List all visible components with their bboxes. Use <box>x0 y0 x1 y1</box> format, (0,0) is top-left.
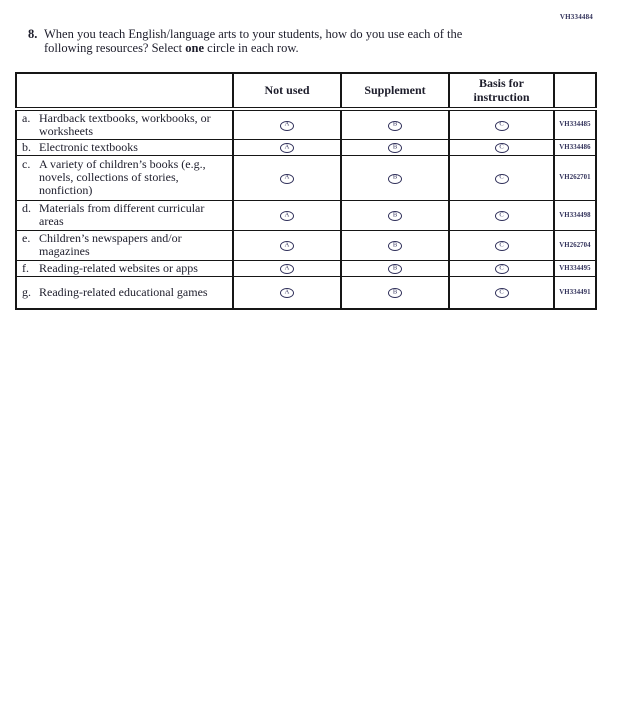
circle-letter: A <box>284 288 290 296</box>
circle-letter: A <box>284 241 290 249</box>
response-circle-basis[interactable] <box>495 211 509 221</box>
circle-letter: C <box>499 288 504 296</box>
circle-letter: A <box>284 173 290 181</box>
cell-not-used <box>233 260 341 276</box>
cell-supplement <box>341 139 449 155</box>
cell-basis <box>449 109 554 139</box>
item-code: VH334498 <box>554 200 596 230</box>
circle-letter: C <box>499 173 504 181</box>
row-label <box>16 139 233 155</box>
circle-letter: B <box>392 173 398 181</box>
question-line-2-after: circle in each row. <box>207 41 299 55</box>
cell-not-used <box>233 276 341 309</box>
item-code: VH334491 <box>554 276 596 309</box>
item-code: VH334495 <box>554 260 596 276</box>
table-row <box>16 139 596 155</box>
response-circle-basis[interactable] <box>495 288 509 298</box>
cell-supplement <box>341 155 449 200</box>
response-circle-supplement[interactable] <box>388 143 402 153</box>
row-text: Electronic textbooks <box>39 139 138 154</box>
cell-basis <box>449 276 554 309</box>
circle-letter: C <box>499 143 504 151</box>
circle-letter: B <box>392 143 398 151</box>
row-text: Hardback textbooks, workbooks, or worksheets <box>39 111 211 138</box>
table-row <box>16 230 596 260</box>
row-text: Reading-related websites or apps <box>39 260 198 275</box>
table-row <box>16 260 596 276</box>
row-letter: c. <box>22 157 31 172</box>
form-code: VH334484 <box>559 13 593 21</box>
row-text: Materials from different curricular areas <box>39 201 205 229</box>
resources-table <box>15 72 597 310</box>
row-label <box>16 155 233 200</box>
response-circle-not-used[interactable] <box>280 174 294 184</box>
circle-letter: B <box>392 264 398 272</box>
cell-supplement <box>341 200 449 230</box>
circle-letter: B <box>392 120 398 128</box>
response-circle-not-used[interactable] <box>280 264 294 274</box>
circle-letter: C <box>499 120 504 128</box>
response-circle-not-used[interactable] <box>280 211 294 221</box>
question-line-2-before: following resources? Select <box>44 41 183 55</box>
response-circle-not-used[interactable] <box>280 143 294 153</box>
response-circle-not-used[interactable] <box>280 121 294 131</box>
circle-letter: B <box>392 211 398 219</box>
circle-letter: B <box>392 241 398 249</box>
question-number: 8. <box>28 27 38 41</box>
cell-supplement <box>341 109 449 139</box>
item-code: VH334485 <box>554 109 596 139</box>
row-label <box>16 260 233 276</box>
circle-letter: A <box>284 264 290 272</box>
cell-basis <box>449 155 554 200</box>
row-letter: d. <box>22 201 31 216</box>
column-header-basis-for-instruction: Basis for instruction <box>449 73 554 109</box>
item-code: VH262701 <box>554 155 596 200</box>
question-bold-word: one <box>185 41 205 55</box>
row-letter: e. <box>22 231 31 246</box>
table-row <box>16 276 596 309</box>
circle-letter: C <box>499 264 504 272</box>
response-circle-basis[interactable] <box>495 143 509 153</box>
response-circle-basis[interactable] <box>495 264 509 274</box>
cell-basis <box>449 260 554 276</box>
cell-supplement <box>341 260 449 276</box>
question-text <box>44 27 462 55</box>
header-empty-label <box>16 73 233 109</box>
cell-basis <box>449 230 554 260</box>
cell-not-used <box>233 155 341 200</box>
circle-letter: B <box>392 288 398 296</box>
response-circle-supplement[interactable] <box>388 211 402 221</box>
header-row <box>16 73 596 109</box>
circle-letter: A <box>284 143 290 151</box>
cell-not-used <box>233 200 341 230</box>
response-circle-supplement[interactable] <box>388 121 402 131</box>
row-letter: b. <box>22 139 31 154</box>
row-text: A variety of children’s books (e.g., novels, collections of stories, nonfiction) <box>39 157 206 198</box>
row-text: Children’s newspapers and/or magazines <box>39 231 182 259</box>
cell-not-used <box>233 230 341 260</box>
table-row <box>16 155 596 200</box>
header-empty-id <box>554 73 596 109</box>
row-letter: g. <box>22 285 31 300</box>
response-circle-basis[interactable] <box>495 174 509 184</box>
row-label <box>16 109 233 139</box>
response-circle-supplement[interactable] <box>388 288 402 298</box>
circle-letter: C <box>499 241 504 249</box>
table-row <box>16 109 596 139</box>
response-circle-supplement[interactable] <box>388 241 402 251</box>
cell-basis <box>449 200 554 230</box>
circle-letter: A <box>284 211 290 219</box>
cell-not-used <box>233 109 341 139</box>
circle-letter: A <box>284 120 290 128</box>
row-label <box>16 200 233 230</box>
response-circle-basis[interactable] <box>495 121 509 131</box>
cell-supplement <box>341 276 449 309</box>
row-label <box>16 276 233 309</box>
row-letter: f. <box>22 260 29 275</box>
row-text: Reading-related educational games <box>39 285 208 300</box>
question-8 <box>28 27 568 55</box>
row-letter: a. <box>22 111 31 125</box>
response-circle-supplement[interactable] <box>388 264 402 274</box>
column-header-not-used: Not used <box>233 73 341 109</box>
item-code: VH262704 <box>554 230 596 260</box>
item-code: VH334486 <box>554 139 596 155</box>
response-circle-not-used[interactable] <box>280 288 294 298</box>
cell-supplement <box>341 230 449 260</box>
table-row <box>16 200 596 230</box>
response-circle-basis[interactable] <box>495 241 509 251</box>
circle-letter: C <box>499 211 504 219</box>
column-header-supplement: Supplement <box>341 73 449 109</box>
cell-not-used <box>233 139 341 155</box>
cell-basis <box>449 139 554 155</box>
question-line-1: When you teach English/language arts to your students, how do you use each of the <box>44 27 463 41</box>
response-circle-not-used[interactable] <box>280 241 294 251</box>
response-circle-supplement[interactable] <box>388 174 402 184</box>
row-label <box>16 230 233 260</box>
